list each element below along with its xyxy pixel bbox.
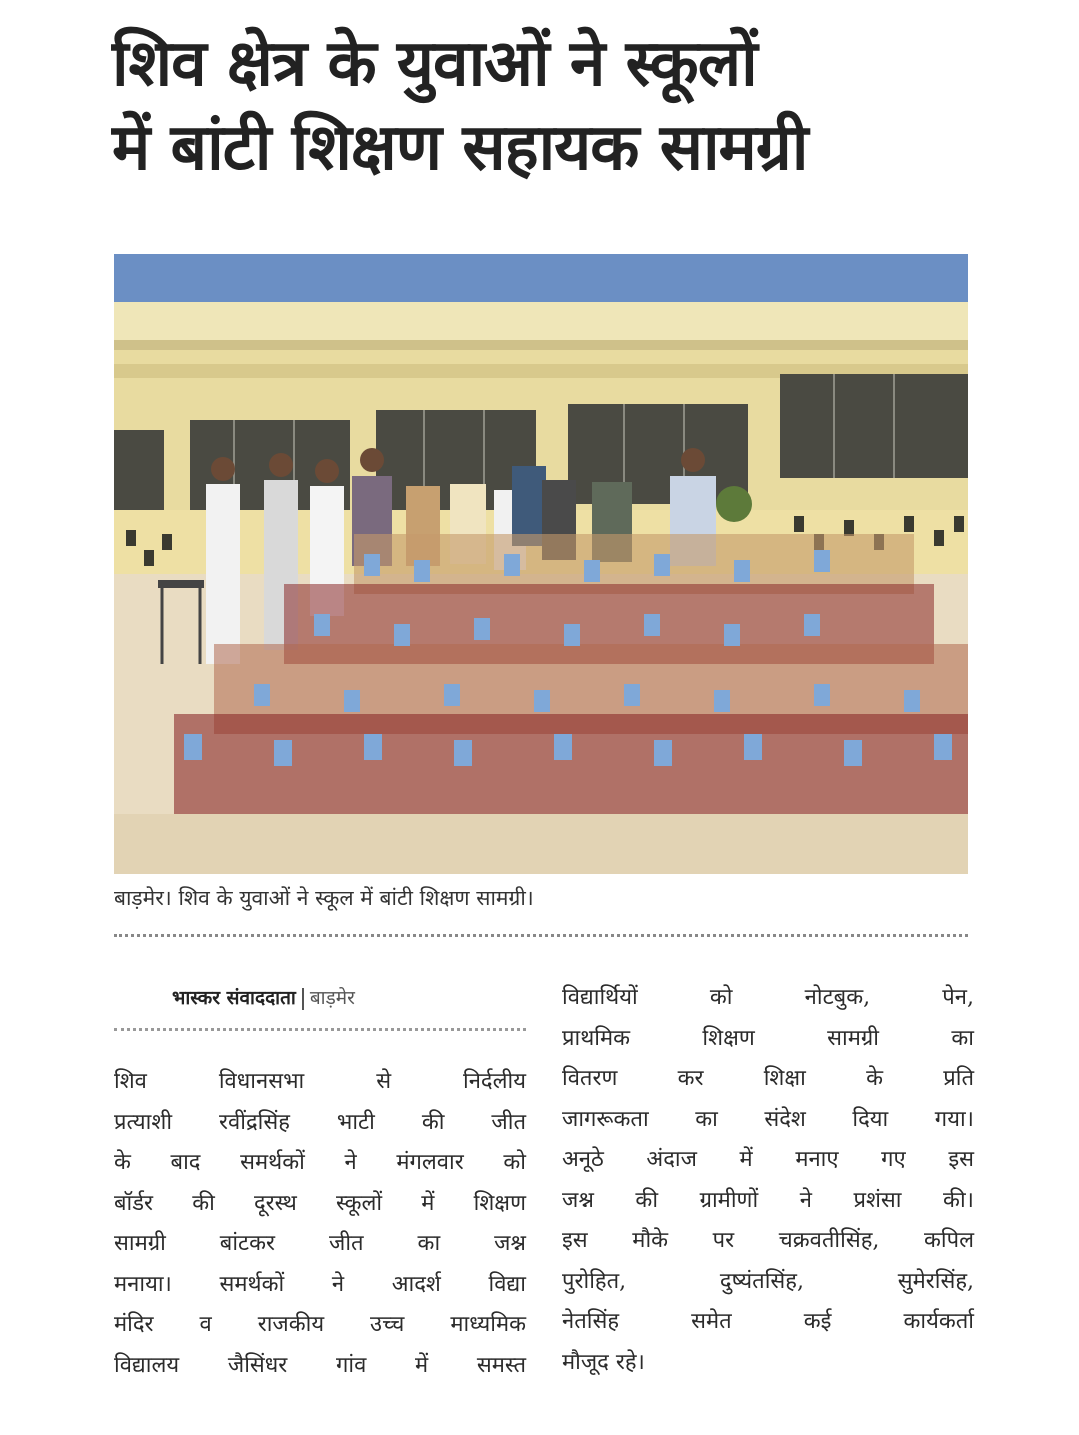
article-line: पुरोहित, दुष्यंतसिंह, सुमेरसिंह, (562, 1268, 974, 1294)
caption-divider (114, 934, 968, 937)
byline-separator (302, 988, 304, 1010)
byline-name: भास्कर संवाददाता (172, 987, 296, 1009)
byline (172, 984, 355, 1010)
article-line: प्रत्याशी रवींद्रसिंह भाटी की जीत (114, 1109, 526, 1135)
photo-caption: बाड़मेर। शिव के युवाओं ने स्कूल में बांटी शिक्षण सामग्री। (114, 886, 534, 910)
article-line: मंदिर व राजकीय उच्च माध्यमिक (114, 1312, 526, 1337)
article-line: जश्न की ग्रामीणों ने प्रशंसा की। (562, 1187, 974, 1213)
article-line: जागरूकता का संदेश दिया गया। (562, 1106, 974, 1132)
article-line: शिव विधानसभा से निर्दलीय (114, 1069, 526, 1094)
article-line: मनाया। समर्थकों ने आदर्श विद्या (114, 1271, 526, 1297)
article-line: बॉर्डर की दूरस्थ स्कूलों में शिक्षण (114, 1190, 526, 1216)
byline-divider (114, 1028, 526, 1031)
article-line: प्राथमिक शिक्षण सामग्री का (562, 1025, 974, 1051)
article-line: विद्यालय जैसिंधर गांव में समस्त (114, 1352, 526, 1378)
article-line: इस मौके पर चक्रवतीसिंह, कपिल (562, 1228, 974, 1253)
article-line: के बाद समर्थकों ने मंगलवार को (114, 1150, 526, 1175)
article-line: मौजूद रहे। (562, 1349, 645, 1375)
headline-line-2: में बांटी शिक्षण सहायक सामग्री (112, 111, 808, 185)
article-line: सामग्री बांटकर जीत का जश्न (114, 1231, 526, 1256)
headline-line-1: शिव क्षेत्र के युवाओं ने स्कूलों (112, 27, 757, 101)
article-line: विद्यार्थियों को नोटबुक, पेन, (562, 985, 974, 1010)
school-group-photo (114, 254, 968, 874)
article-line: वितरण कर शिक्षा के प्रति (562, 1066, 974, 1091)
article-line: अनूठे अंदाज में मनाए गए इस (562, 1147, 974, 1172)
article-line: नेतसिंह समेत कई कार्यकर्ता (562, 1309, 974, 1334)
byline-place: बाड़मेर (309, 987, 355, 1009)
article-column-right (562, 978, 974, 1383)
photo-roof (114, 302, 968, 344)
article-column-left (114, 1062, 526, 1386)
news-photo (114, 254, 968, 874)
headline (112, 22, 992, 190)
